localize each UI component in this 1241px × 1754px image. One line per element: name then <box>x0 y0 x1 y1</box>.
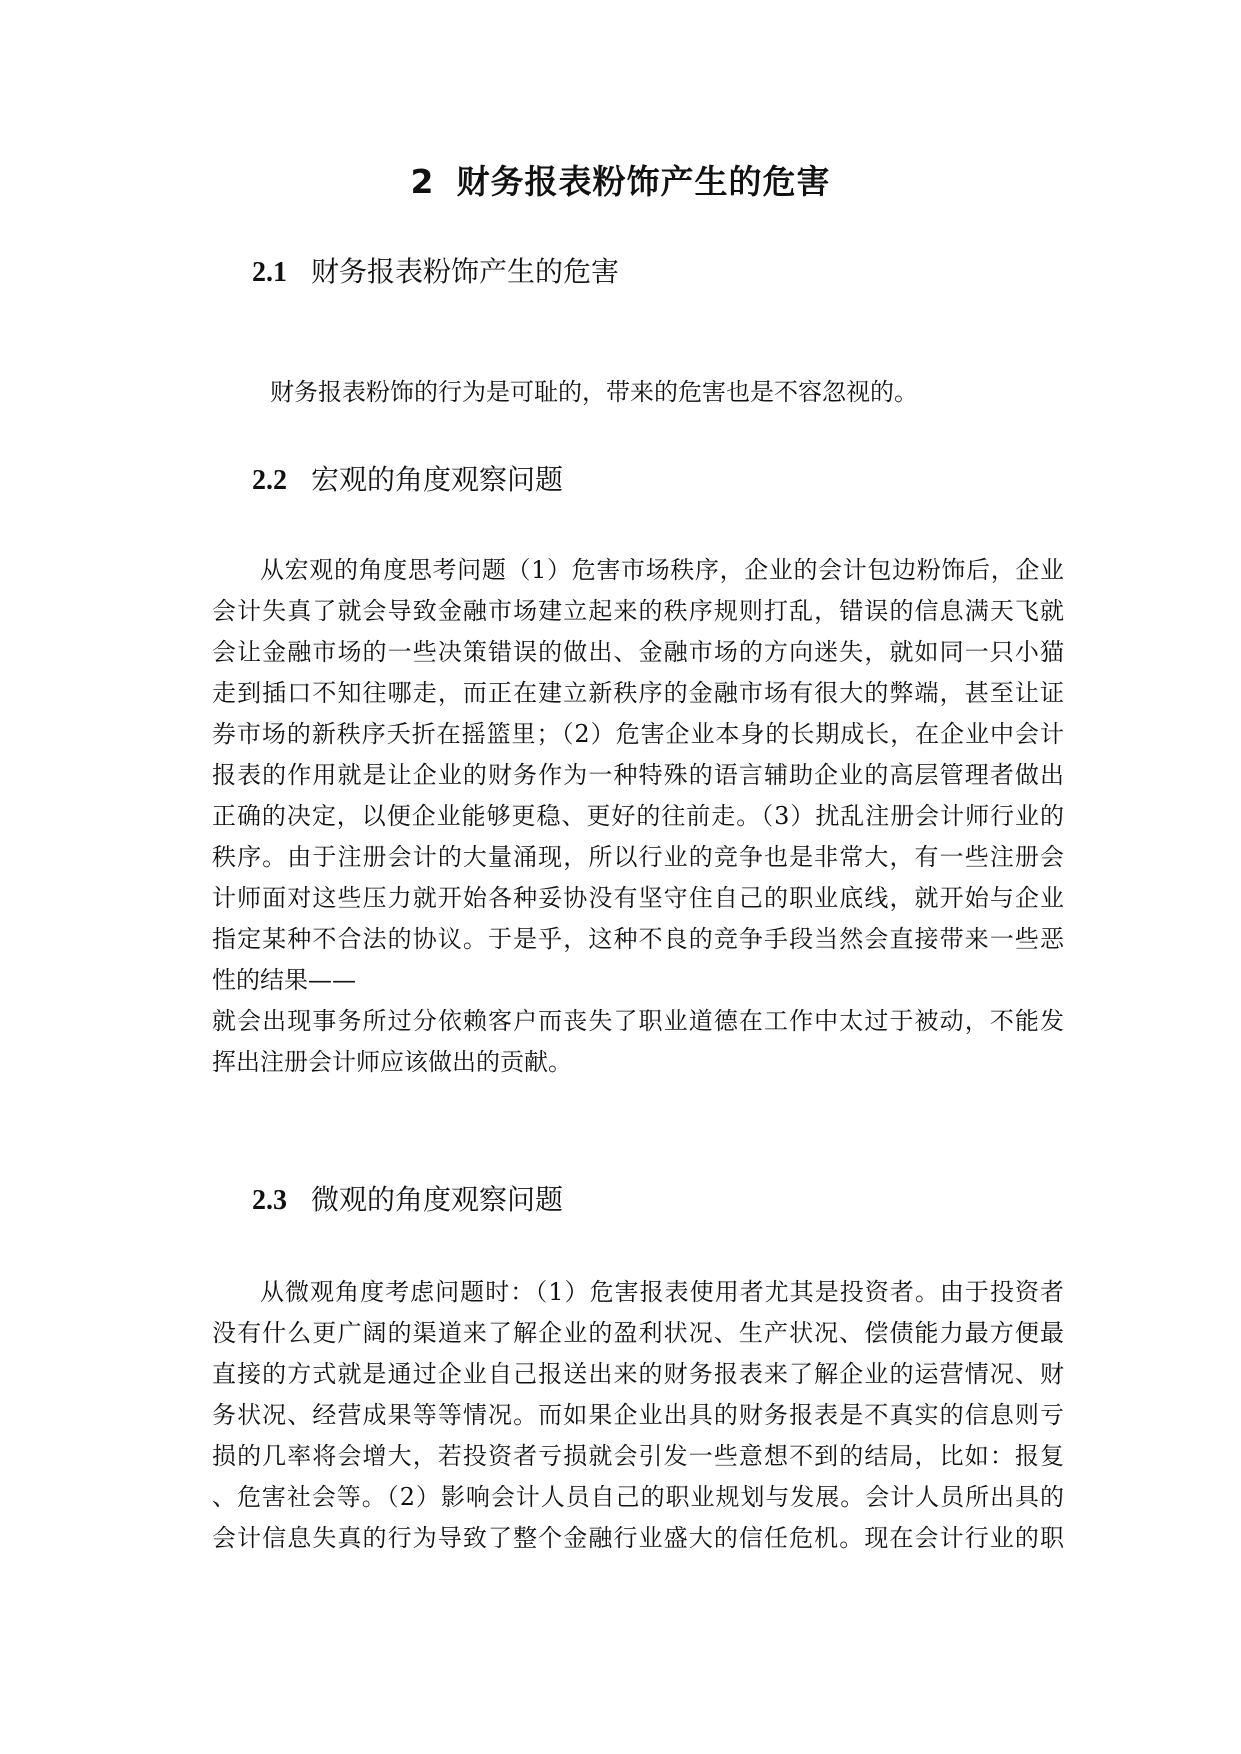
paragraph-line: 秩序。由于注册会计的大量涌现，所以行业的竞争也是非常大，有一些注册会 <box>212 843 1064 871</box>
section-2-2-paragraph <box>212 550 1064 1083</box>
paragraph-line: 性的结果—— <box>212 966 356 994</box>
paragraph-line: 务状况、经营成果等等情况。而如果企业出具的财务报表是不真实的信息则亏 <box>212 1401 1064 1429</box>
paragraph-line: 从宏观的角度思考问题（1）危害市场秩序，企业的会计包边粉饰后，企业 <box>260 556 1064 584</box>
paragraph-line: 会计信息失真的行为导致了整个金融行业盛大的信任危机。现在会计行业的职 <box>212 1524 1064 1552</box>
paragraph-line: 挥出注册会计师应该做出的贡献。 <box>212 1048 572 1076</box>
paragraph-line: 直接的方式就是通过企业自己报送出来的财务报表来了解企业的运营情况、财 <box>212 1360 1064 1388</box>
paragraph-line: 会计失真了就会导致金融市场建立起来的秩序规则打乱，错误的信息满天飞就 <box>212 597 1064 625</box>
paragraph-line: 走到插口不知往哪走，而正在建立新秩序的金融市场有很大的弊端，甚至让证 <box>212 679 1064 707</box>
paragraph-line: 券市场的新秩序夭折在摇篮里；（2）危害企业本身的长期成长，在企业中会计 <box>212 720 1064 748</box>
section-2-3-paragraph <box>212 1272 1064 1559</box>
paragraph-line: 正确的决定，以便企业能够更稳、更好的往前走。（3）扰乱注册会计师行业的 <box>212 802 1064 830</box>
paragraph-line: 报表的作用就是让企业的财务作为一种特殊的语言辅助企业的高层管理者做出 <box>212 761 1064 789</box>
paragraph-line: 指定某种不合法的协议。于是乎，这种不良的竞争手段当然会直接带来一些恶 <box>212 925 1064 953</box>
paragraph-line: 没有什么更广阔的渠道来了解企业的盈利状况、生产状况、偿债能力最方便最 <box>212 1319 1064 1347</box>
paragraph-line: 损的几率将会增大，若投资者亏损就会引发一些意想不到的结局，比如：报复 <box>212 1442 1064 1470</box>
section-heading-2-3 <box>252 1180 563 1221</box>
section-2-1-paragraph <box>270 372 918 413</box>
section-number: 2.3 <box>252 1185 287 1216</box>
section-title: 微观的角度观察问题 <box>311 1183 564 1216</box>
section-title: 财务报表粉饰产生的危害 <box>311 255 620 288</box>
paragraph-line: 计师面对这些压力就开始各种妥协没有坚守住自己的职业底线，就开始与企业 <box>212 884 1064 912</box>
paragraph-line: 会让金融市场的一些决策错误的做出、金融市场的方向迷失，就如同一只小猫 <box>212 638 1064 666</box>
section-heading-2-2 <box>252 460 563 501</box>
section-title: 宏观的角度观察问题 <box>311 463 564 496</box>
section-number: 2.1 <box>252 257 287 288</box>
chapter-title <box>0 160 1241 204</box>
paragraph-line: 从微观角度考虑问题时：（1）危害报表使用者尤其是投资者。由于投资者 <box>260 1278 1064 1306</box>
paragraph-line: 、危害社会等。（2）影响会计人员自己的职业规划与发展。会计人员所出具的 <box>212 1483 1064 1511</box>
section-number: 2.2 <box>252 465 287 496</box>
chapter-title-text: 财务报表粉饰产生的危害 <box>456 162 831 201</box>
paragraph-line: 就会出现事务所过分依赖客户而丧失了职业道德在工作中太过于被动，不能发 <box>212 1007 1064 1035</box>
paragraph-line: 财务报表粉饰的行为是可耻的，带来的危害也是不容忽视的。 <box>270 378 918 406</box>
section-heading-2-1 <box>252 252 619 293</box>
chapter-number: 2 <box>410 162 435 201</box>
